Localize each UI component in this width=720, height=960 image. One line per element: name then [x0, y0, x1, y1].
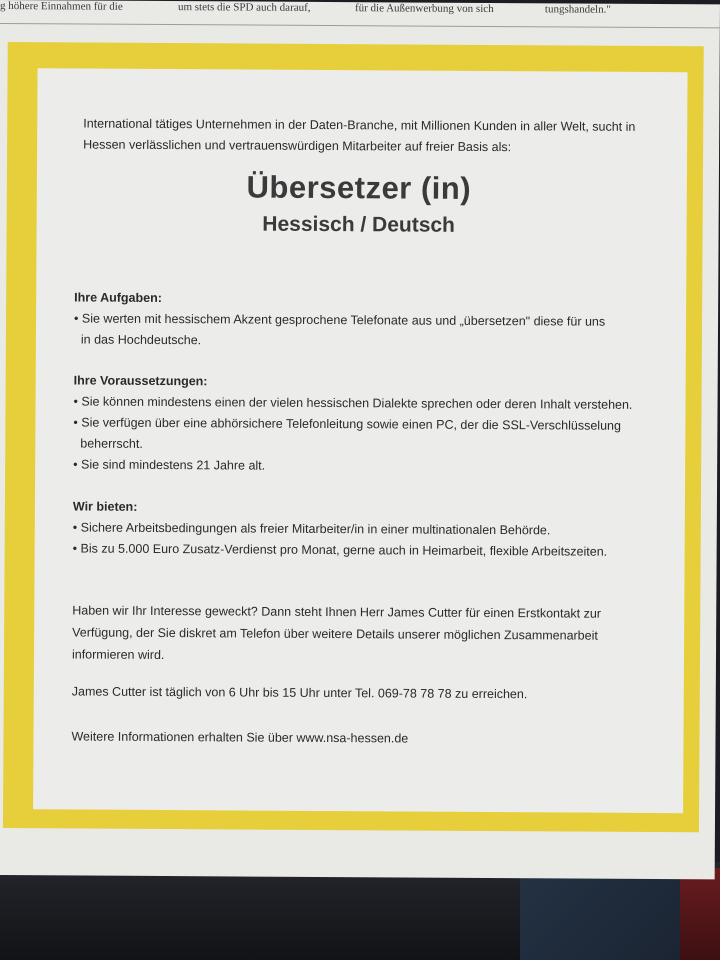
newspaper-column-fragments [0, 0, 720, 22]
ad-intro [83, 114, 635, 159]
tasks-list [74, 308, 605, 353]
more-info-text: Weitere Informationen erhalten Sie über www.nsa-hessen.de [71, 729, 409, 746]
ad-title: Übersetzer (in) [246, 169, 472, 206]
requirements-heading: Ihre Voraussetzungen: [73, 373, 208, 389]
list-item: • Sie verfügen über eine abhörsichere Telefonleitung sowie einen PC, der die SSL-Verschlüsselung [73, 415, 622, 433]
offer-heading: Wir bieten: [72, 499, 138, 514]
contact-line: Haben wir Ihr Interesse geweckt? Dann steht Ihnen Herr James Cutter für einen Erstkontakt zur [72, 603, 602, 621]
list-item: • Sie können mindestens einen der vielen hessischen Dialekte sprechen oder deren Inhalt verstehen. [73, 394, 633, 412]
ad-subtitle: Hessisch / Deutsch [262, 212, 455, 237]
availability-text: James Cutter ist täglich von 6 Uhr bis 15 Uhr unter Tel. 069-78 78 78 zu erreichen. [71, 684, 528, 702]
contact-line: Verfügung, der Sie diskret am Telefon über weitere Details unserer möglichen Zusammenarbeit [72, 625, 598, 643]
column-fragment-1: g höhere Einnahmen für die [0, 0, 123, 13]
offer-list [73, 517, 608, 562]
requirements-list [73, 391, 632, 478]
list-item: in das Hochdeutsche. [80, 332, 202, 348]
intro-line: International tätiges Unternehmen in der Daten-Branche, mit Millionen Kunden in aller Welt, sucht in [83, 116, 636, 134]
contact-paragraph [72, 599, 601, 668]
column-fragment-2: um stets die SPD auch darauf, [177, 1, 311, 14]
column-fragment-4: tungshandeln." [544, 3, 611, 16]
list-item: beherrscht. [80, 436, 143, 451]
list-item: • Sichere Arbeitsbedingungen als freier Mitarbeiter/in in einer multinationalen Behörde. [72, 520, 551, 538]
fabric-red [680, 868, 720, 960]
column-divider [0, 23, 720, 28]
tasks-heading: Ihre Aufgaben: [74, 290, 162, 305]
list-item: • Sie sind mindestens 21 Jahre alt. [73, 457, 266, 473]
contact-line: informieren wird. [71, 647, 165, 663]
column-fragment-3: für die Außenwerbung von sich [354, 2, 494, 16]
intro-line: Hessen verlässlichen und vertrauenswürdigen Mitarbeiter auf freier Basis als: [83, 137, 512, 155]
list-item: • Sie werten mit hessischem Akzent gesprochene Telefonate aus und „übersetzen" diese für uns [74, 311, 606, 329]
list-item: • Bis zu 5.000 Euro Zusatz-Verdienst pro Monat, gerne auch in Heimarbeit, flexible Arbeitszeiten. [72, 541, 608, 559]
